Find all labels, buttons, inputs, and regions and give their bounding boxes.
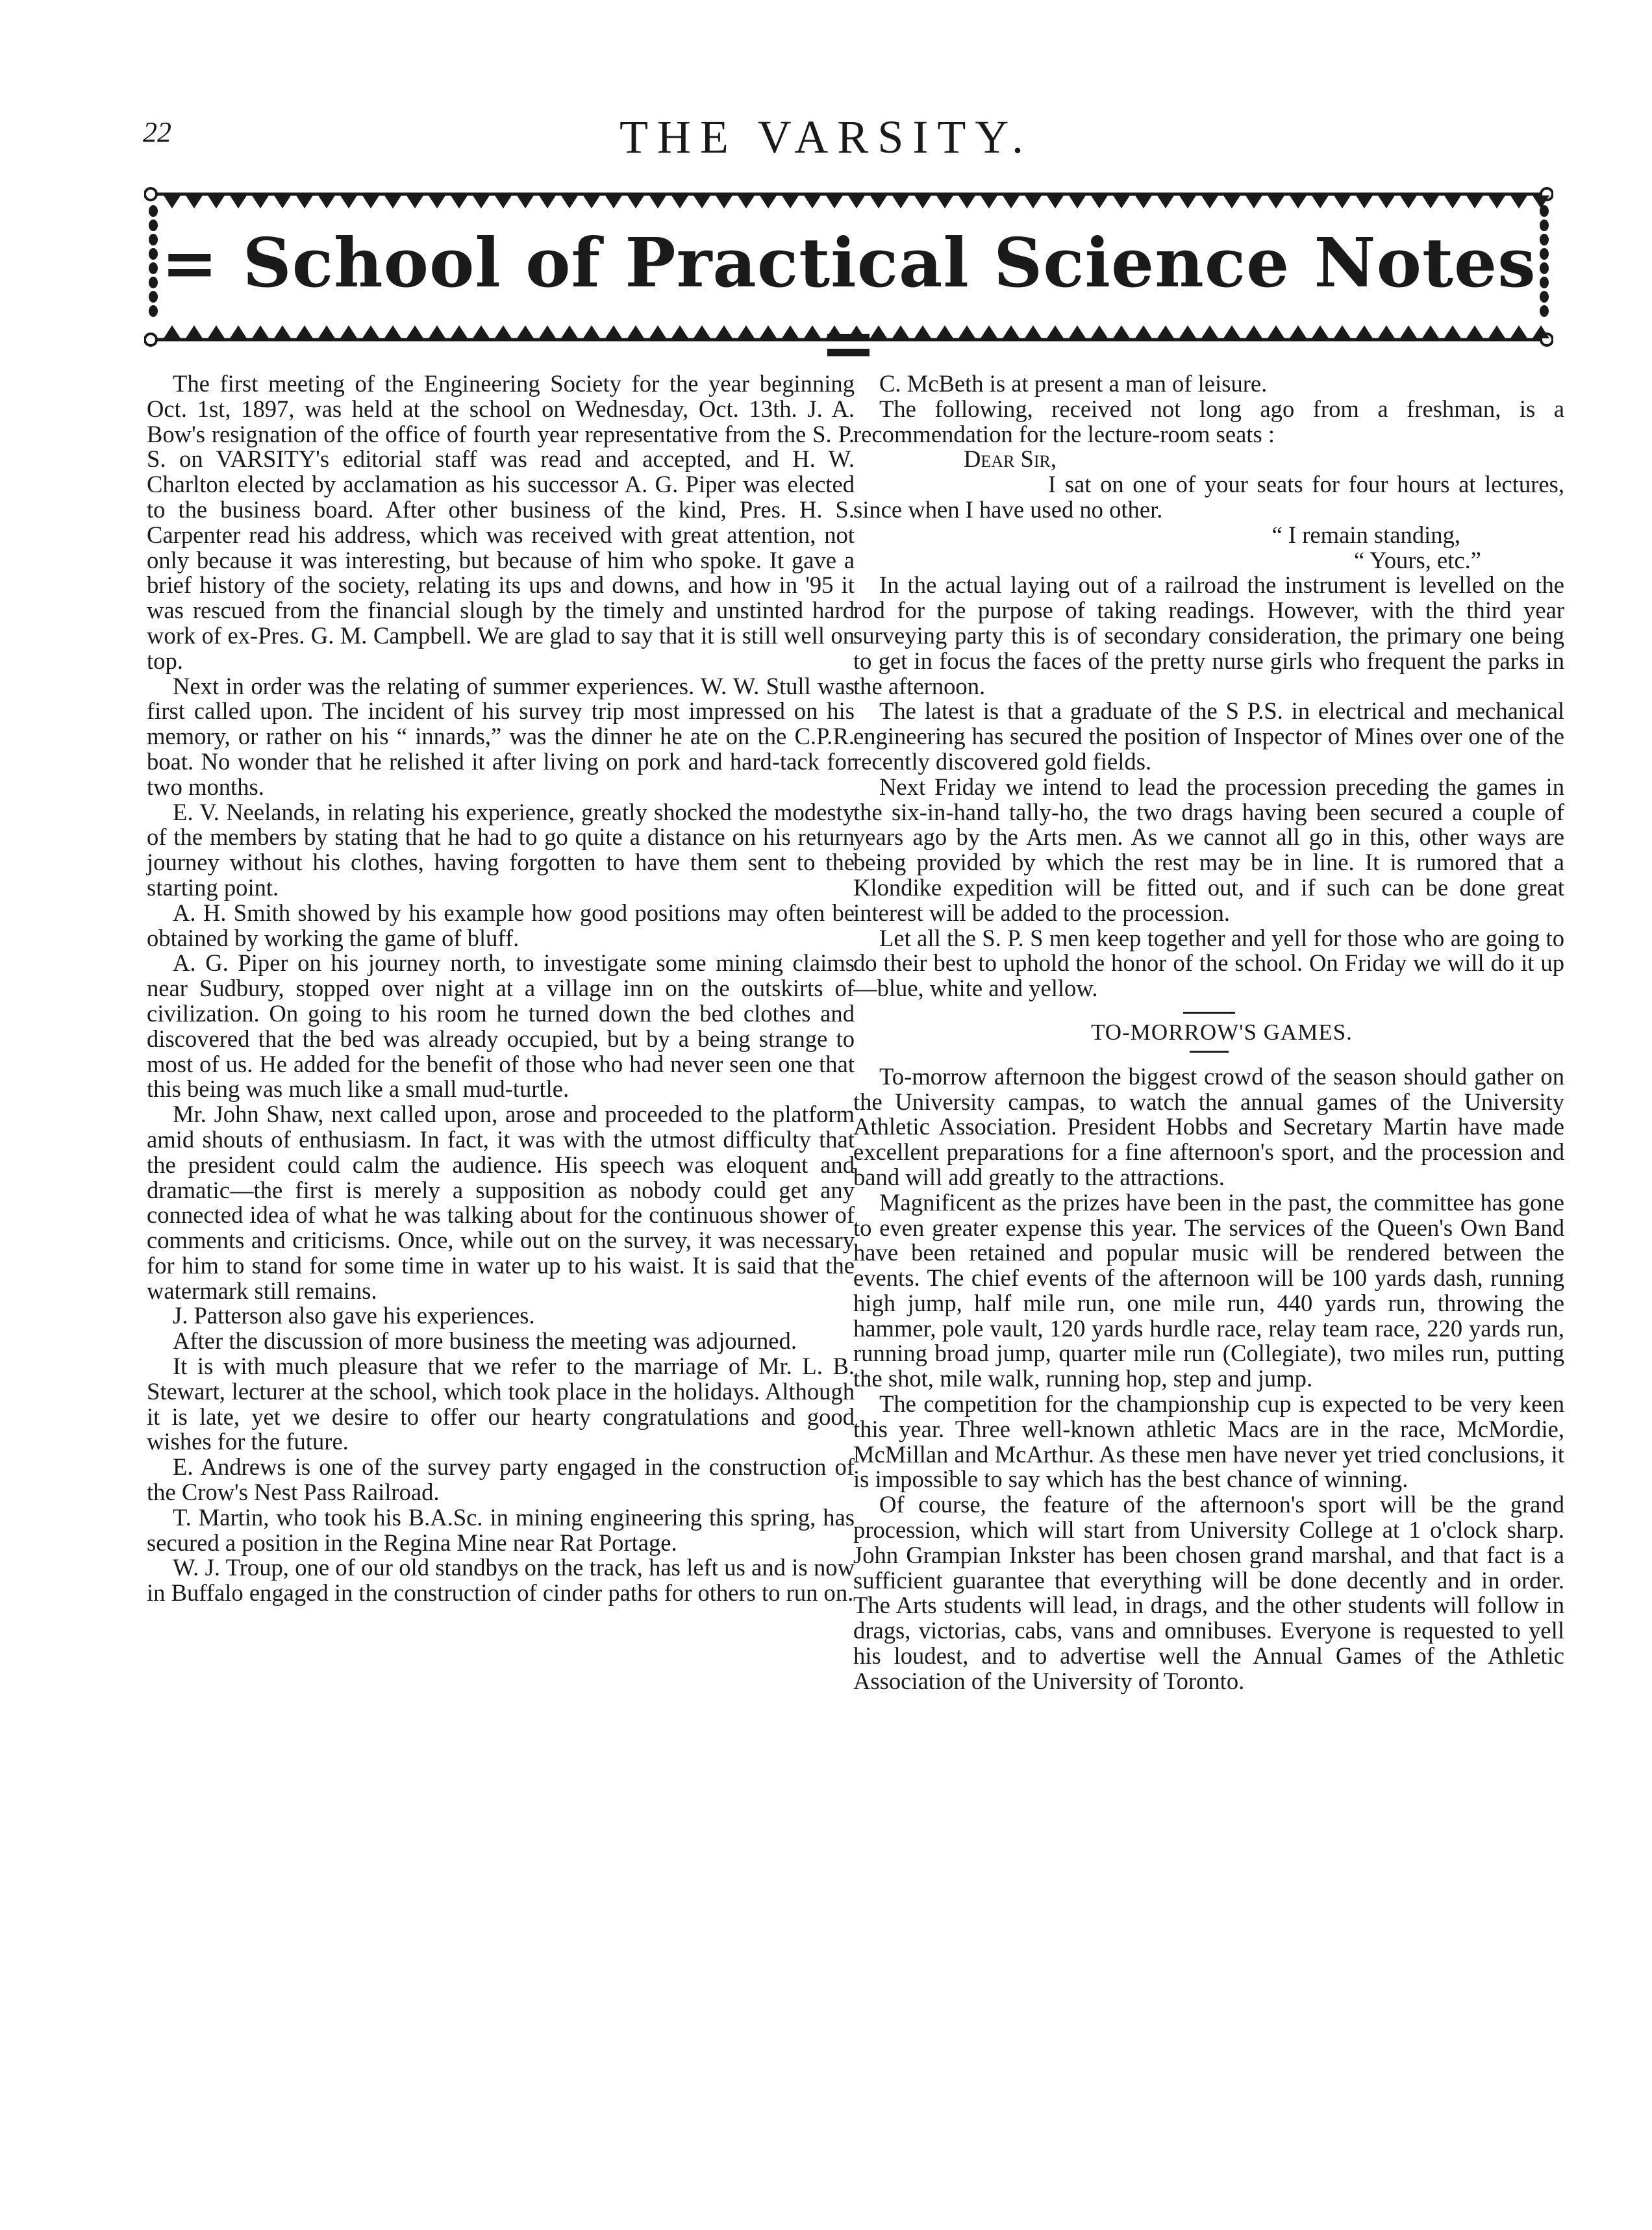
article-paragraph: Magnificent as the prizes have been in the past, the committee has gone to even greater expense this year. The services of the Queen's Own Band have been retained and popular music will be rendered between the events. The chief events of the afternoon will be 100 yards dash, running high jump, half mile run, one mile run, 440 yards run, throwing the hammer, pole vault, 120 yards hurdle race, relay team race, 220 yards run, running broad jump, quarter mile run (Collegiate), two miles run, putting the shot, mile walk, running hop, step and jump. bbox=[853, 1188, 1564, 1392]
article-paragraph: In the actual laying out of a railroad the instrument is levelled on the rod for the purpose of taking readings. However, with the third year surveying party this is of secondary consideration, the primary one being to get in focus the faces of the pretty nurse girls who frequent the parks in the afternoon. bbox=[853, 571, 1564, 699]
article-paragraph: Mr. John Shaw, next called upon, arose and proceeded to the platform amid shouts of enthusiasm. In fact, it was with the utmost difficulty that the president could calm the audience. His speech was eloquent and dramatic—the first is merely a supposition as nobody could get any connected idea of what he was talking about for the continuous shower of comments and criticisms. Once, while out on the survey, it was necessary for him to stand for some time in water up to his waist. It is said that the watermark still remains. bbox=[147, 1101, 855, 1304]
article-paragraph: Of course, the feature of the afternoon's sport will be the grand procession, which will start from University College at 1 o'clock sharp. John Grampian Inkster has been chosen grand marshal, and that fact is a sufficient guarantee that everything will be done decently and in order. The Arts students will lead, in drags, and the other students will follow in drags, victorias, cabs, vans and omnibuses. Everyone is requested to yell his loudest, and to advertise well the Annual Games of the Athletic Association of the University of Toronto. bbox=[853, 1491, 1564, 1694]
section-banner bbox=[144, 185, 1553, 382]
article-paragraph: Next Friday we intend to lead the procession preceding the games in the six-in-hand tally-ho, the two drags having been secured a couple of years ago by the Arts men. As we cannot all go in this, other ways are being provided by which the rest may be in line. It is rumored that a Klondike expedition will be fitted out, and if such can be done great interest will be added to the procession. bbox=[853, 773, 1564, 926]
article-paragraph: A. H. Smith showed by his example how good positions may often be obtained by working the game of bluff. bbox=[147, 899, 855, 951]
left-column bbox=[147, 371, 855, 1606]
right-column bbox=[853, 371, 1564, 1694]
article-paragraph: The latest is that a graduate of the S P.S. in electrical and mechanical engineering has secured the position of Inspector of Mines over one of the recently discovered gold fields. bbox=[853, 697, 1564, 775]
article-paragraph: E. V. Neelands, in relating his experience, greatly shocked the modesty of the members by stating that he had to go quite a distance on his return journey without his clothes, having forgotten to have them sent to the starting point. bbox=[147, 798, 855, 901]
article-paragraph: T. Martin, who took his B.A.Sc. in mining engineering this spring, has secured a position in the Regina Mine near Rat Portage. bbox=[147, 1503, 855, 1556]
article-paragraph: Let all the S. P. S men keep together and yell for those who are going to do their best to uphold the honor of the school. On Friday we will do it up—blue, white and yellow. bbox=[853, 924, 1564, 1002]
masthead-title: THE VARSITY. bbox=[619, 111, 1033, 163]
letter-body: I sat on one of your seats for four hours at lectures, since when I have used no other. bbox=[853, 471, 1564, 523]
article-paragraph: To-morrow afternoon the biggest crowd of the season should gather on the University campas, to watch the annual games of the University Athletic Association. President Hobbs and Secretary Martin have made excellent preparations for a fine afternoon's sport, and the procession and band will add greatly to the attractions. bbox=[853, 1062, 1564, 1190]
article-paragraph: A. G. Piper on his journey north, to investigate some mining claims near Sudbury, stopped over night at a village inn on the outskirts of civilization. On going to his room he turned down the bed clothes and discovered that the bed was already occupied, but by a being strange to most of us. He added for the benefit of those who had never seen one that this being was much like a small mud-turtle. bbox=[147, 949, 855, 1103]
divider-rule bbox=[1190, 1051, 1229, 1053]
article-paragraph: The following, received not long ago from a freshman, is a recommendation for the lecture-room seats : bbox=[853, 395, 1564, 447]
article-paragraph: W. J. Troup, one of our old standbys on the track, has left us and is now in Buffalo engaged in the construction of cinder paths for others to run on. bbox=[147, 1554, 855, 1607]
section-title: = School of Practical Science Notes = bbox=[161, 223, 1536, 382]
article-paragraph: Next in order was the relating of summer experiences. W. W. Stull was first called upon. The incident of his survey trip most impressed on his memory, or rather on his “ innards,” was the dinner he ate on the C.P.R. boat. No wonder that he relished it after living on pork and hard-tack for two months. bbox=[147, 672, 855, 800]
article-paragraph: It is with much pleasure that we refer to the marriage of Mr. L. B. Stewart, lecturer at the school, which took place in the holidays. Although it is late, yet we desire to offer our hearty congratulations and good wishes for the future. bbox=[147, 1353, 855, 1455]
article-paragraph: E. Andrews is one of the survey party engaged in the construction of the Crow's Nest Pass Railroad. bbox=[147, 1453, 855, 1506]
article-paragraph: J. Patterson also gave his experiences. bbox=[173, 1302, 535, 1329]
article-paragraph: After the discussion of more business the meeting was adjourned. bbox=[173, 1327, 797, 1355]
article-paragraph: The first meeting of the Engineering Society for the year beginning Oct. 1st, 1897, was held at the school on Wednesday, Oct. 13th. J. A. Bow's resignation of the office of fourth year representative from the S. P. S. on VARSITY's editorial staff was read and accepted, and H. W. Charlton elected by acclamation as his successor A. G. Piper was elected to the business board. After other business of the kind, Pres. H. S. Carpenter read his address, which was received with great attention, not only because it was interesting, but because of him who spoke. It gave a brief history of the society, relating its ups and downs, and how in '95 it was rescued from the financial slough by the timely and unstinted hard work of ex-Pres. G. M. Campbell. We are glad to say that it is still well on top. bbox=[147, 370, 855, 674]
page-number: 22 bbox=[143, 116, 171, 148]
letter-signoff: “ Yours, etc.” bbox=[1353, 546, 1481, 573]
article-paragraph: The competition for the championship cup is expected to be very keen this year. Three well-known athletic Macs are in the race, McMordie, McMillan and McArthur. As these men have never yet tried conclusions, it is impossible to say which has the best chance of winning. bbox=[853, 1390, 1564, 1493]
article-paragraph: C. McBeth is at present a man of leisure. bbox=[879, 370, 1268, 397]
letter-salutation: Dear Sir, bbox=[964, 445, 1057, 473]
games-heading: TO-MORROW'S GAMES. bbox=[1091, 1019, 1353, 1045]
divider-rule bbox=[1183, 1012, 1235, 1014]
letter-closing: “ I remain standing, bbox=[1271, 521, 1460, 548]
